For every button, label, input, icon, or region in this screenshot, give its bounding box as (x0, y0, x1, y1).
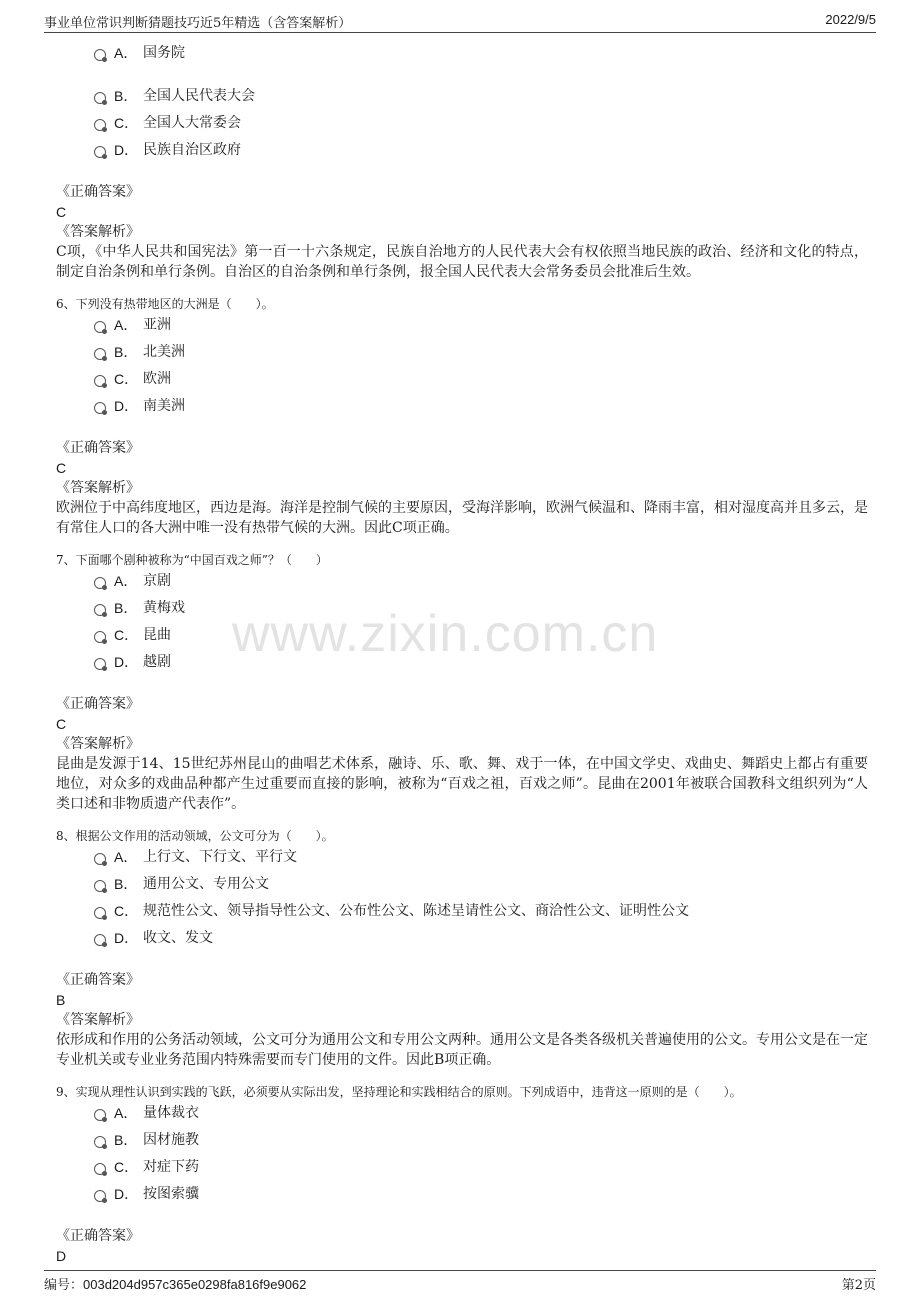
option-letter: A． (114, 1105, 138, 1121)
option-letter: D． (114, 654, 139, 670)
option-a[interactable] (56, 1102, 868, 1129)
radio-icon[interactable] (94, 934, 106, 946)
correct-answer: D (56, 1248, 67, 1264)
question-8 (56, 826, 868, 1070)
question-9 (56, 1082, 868, 1266)
page-number: 第2页 (841, 1278, 876, 1293)
correct-answer: C (56, 204, 67, 220)
analysis-text: C项，《中华人民共和国宪法》第一百一十六条规定，民族自治地方的人民代表大会有权依照当地民族的政治、经济和文化的特点，制定自治条例和单行条例。自治区的自治条例和单行条例，报全国人民代表大会常务委员会批准后生效。 (56, 244, 868, 280)
option-letter: C． (114, 627, 139, 643)
option-b[interactable] (56, 597, 868, 624)
option-text: 规范性公文、领导指导性公文、公布性公文、陈述呈请性公文、商洽性公文、证明性公文 (143, 903, 689, 919)
radio-icon[interactable] (94, 92, 106, 104)
question-text: 8、根据公文作用的活动领域，公文可分为（ ）。 (56, 829, 334, 843)
option-b[interactable] (56, 873, 868, 900)
option-text: 全国人民代表大会 (143, 88, 255, 104)
option-letter: C． (114, 903, 139, 919)
option-letter: B． (114, 600, 138, 616)
question-7 (56, 550, 868, 814)
radio-icon[interactable] (94, 1190, 106, 1202)
radio-icon[interactable] (94, 604, 106, 616)
question-5 (56, 42, 868, 282)
option-letter: B． (114, 88, 138, 104)
question-text: 9、实现从理性认识到实践的飞跃，必须要从实际出发，坚持理论和实践相结合的原则。下列成语中，违背这一原则的是（ ）。 (56, 1085, 742, 1099)
option-text: 亚洲 (143, 317, 171, 333)
option-letter: A． (114, 317, 138, 333)
radio-icon[interactable] (94, 119, 106, 131)
option-letter: B． (114, 1132, 138, 1148)
option-text: 越剧 (143, 654, 171, 670)
document-title: 事业单位常识判断猜题技巧近5年精选（含答案解析） (44, 16, 352, 31)
watermark: www.zixin.com.cn (232, 605, 659, 663)
option-d[interactable] (56, 395, 868, 422)
correct-answer-label: 《正确答案》 (56, 184, 140, 200)
correct-answer: C (56, 716, 67, 732)
correct-answer-label: 《正确答案》 (56, 440, 140, 456)
correct-answer-label: 《正确答案》 (56, 696, 140, 712)
page-footer (44, 1270, 876, 1293)
option-c[interactable] (56, 112, 868, 139)
option-letter: D． (114, 398, 139, 414)
option-d[interactable] (56, 1183, 868, 1210)
radio-icon[interactable] (94, 49, 106, 61)
radio-icon[interactable] (94, 146, 106, 158)
option-a[interactable] (56, 570, 868, 597)
analysis-label: 《答案解析》 (56, 224, 140, 240)
radio-icon[interactable] (94, 880, 106, 892)
radio-icon[interactable] (94, 577, 106, 589)
option-text: 量体裁衣 (143, 1105, 199, 1121)
option-c[interactable] (56, 368, 868, 395)
analysis-label: 《答案解析》 (56, 1012, 140, 1028)
correct-answer-label: 《正确答案》 (56, 972, 140, 988)
correct-answer: C (56, 460, 67, 476)
option-text: 按图索骥 (143, 1186, 199, 1202)
document-body (56, 42, 868, 1266)
radio-icon[interactable] (94, 631, 106, 643)
radio-icon[interactable] (94, 375, 106, 387)
option-text: 黄梅戏 (143, 600, 185, 616)
option-b[interactable] (56, 1129, 868, 1156)
option-c[interactable] (56, 1156, 868, 1183)
radio-icon[interactable] (94, 402, 106, 414)
option-text: 民族自治区政府 (143, 142, 241, 158)
option-letter: D． (114, 930, 139, 946)
radio-icon[interactable] (94, 853, 106, 865)
option-text: 全国人大常委会 (143, 115, 241, 131)
option-d[interactable] (56, 651, 868, 678)
option-text: 对症下药 (143, 1159, 199, 1175)
option-letter: A． (114, 849, 138, 865)
option-letter: B． (114, 344, 138, 360)
analysis-label: 《答案解析》 (56, 480, 140, 496)
option-text: 国务院 (143, 45, 185, 61)
option-a[interactable] (56, 314, 868, 341)
option-letter: C． (114, 371, 139, 387)
radio-icon[interactable] (94, 658, 106, 670)
option-text: 上行文、下行文、平行文 (143, 849, 297, 865)
option-text: 昆曲 (143, 627, 171, 643)
option-text: 京剧 (143, 573, 171, 589)
document-date: 2022/9/5 (825, 12, 876, 27)
radio-icon[interactable] (94, 1109, 106, 1121)
radio-icon[interactable] (94, 907, 106, 919)
radio-icon[interactable] (94, 1163, 106, 1175)
option-letter: B． (114, 876, 138, 892)
correct-answer: B (56, 992, 66, 1008)
option-text: 通用公文、专用公文 (143, 876, 269, 892)
radio-icon[interactable] (94, 348, 106, 360)
option-text: 因材施教 (143, 1132, 199, 1148)
page-header (44, 12, 876, 33)
option-a[interactable] (56, 846, 868, 873)
option-b[interactable] (56, 85, 868, 112)
analysis-text: 欧洲位于中高纬度地区，西边是海。海洋是控制气候的主要原因，受海洋影响，欧洲气候温和、降雨丰富，相对湿度高并且多云，是有常住人口的各大洲中唯一没有热带气候的大洲。因此C项正确。 (56, 500, 868, 536)
option-a[interactable] (56, 42, 868, 69)
document-code: 编号：003d204d957c365e0298fa816f9e9062 (44, 1277, 307, 1292)
option-letter: D． (114, 1186, 139, 1202)
option-d[interactable] (56, 139, 868, 166)
question-text: 7、下面哪个剧种被称为“中国百戏之师”？（ ） (56, 553, 328, 567)
option-text: 收文、发文 (143, 930, 213, 946)
option-text: 欧洲 (143, 371, 171, 387)
correct-answer-label: 《正确答案》 (56, 1228, 140, 1244)
option-c[interactable] (56, 900, 868, 927)
question-text: 6、下列没有热带地区的大洲是（ ）。 (56, 297, 274, 311)
analysis-text: 依形成和作用的公务活动领域，公文可分为通用公文和专用公文两种。通用公文是各类各级机关普遍使用的公文。专用公文是在一定专业机关或专业业务范围内特殊需要而专门使用的文件。因此B项正确。 (56, 1032, 868, 1068)
option-text: 北美洲 (143, 344, 185, 360)
radio-icon[interactable] (94, 1136, 106, 1148)
option-letter: A． (114, 573, 138, 589)
question-6 (56, 294, 868, 538)
option-letter: D． (114, 142, 139, 158)
option-letter: A． (114, 45, 138, 61)
option-c[interactable] (56, 624, 868, 651)
option-letter: C． (114, 115, 139, 131)
option-b[interactable] (56, 341, 868, 368)
option-d[interactable] (56, 927, 868, 954)
option-letter: C． (114, 1159, 139, 1175)
analysis-label: 《答案解析》 (56, 736, 140, 752)
radio-icon[interactable] (94, 321, 106, 333)
analysis-text: 昆曲是发源于14、15世纪苏州昆山的曲唱艺术体系，融诗、乐、歌、舞、戏于一体，在中国文学史、戏曲史、舞蹈史上都占有重要地位，对众多的戏曲品种都产生过重要而直接的影响，被称为“百戏之祖，百戏之师”。昆曲在2001年被联合国教科文组织列为“人类口述和非物质遗产代表作”。 (56, 756, 868, 812)
option-text: 南美洲 (143, 398, 185, 414)
